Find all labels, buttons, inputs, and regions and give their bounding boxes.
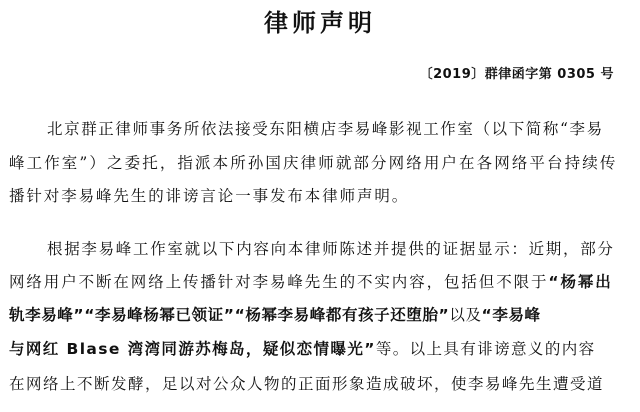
- line-text: 以及: [449, 306, 482, 324]
- paragraph-line: 播针对李易峰先生的诽谤言论一事发布本律师声明。: [9, 187, 410, 205]
- document-title: 律师声明: [264, 9, 376, 37]
- paragraph-line: 根据李易峰工作室就以下内容向本律师陈述并提供的证据显示：近期，部分: [47, 240, 615, 258]
- rumor-quote: “杨幂李易峰都有孩子还堕胎”: [234, 306, 450, 324]
- reference-number: 〔2019〕群律函字第 0305 号: [419, 67, 614, 82]
- rumor-quote: “李易峰杨幂已领证”: [84, 306, 235, 324]
- paragraph-line: [9, 338, 637, 360]
- paragraph-line: 峰工作室”）之委托，指派本所孙国庆律师就部分网络用户在各网络平台持续传: [9, 154, 618, 172]
- rumor-quote: “杨幂出: [548, 273, 613, 291]
- rumor-quote: “李易峰: [481, 306, 541, 324]
- paragraph-line: [9, 304, 637, 326]
- rumor-quote: 轨李易峰”: [9, 306, 85, 324]
- paragraph-line: [9, 271, 637, 293]
- paragraph-line: 在网络上不断发酵，足以对公众人物的正面形象造成破坏，使李易峰先生遭受道: [9, 375, 605, 393]
- paragraph-line: 北京群正律师事务所依法接受东阳横店李易峰影视工作室（以下简称“李易: [47, 120, 604, 138]
- line-text: 网络用户不断在网络上传播针对李易峰先生的不实内容，包括但不限于: [9, 273, 549, 291]
- rumor-quote: 与网红 Blase 湾湾同游苏梅岛，疑似恋情曝光”: [9, 340, 376, 358]
- line-text: 等。以上具有诽谤意义的内容: [375, 340, 596, 358]
